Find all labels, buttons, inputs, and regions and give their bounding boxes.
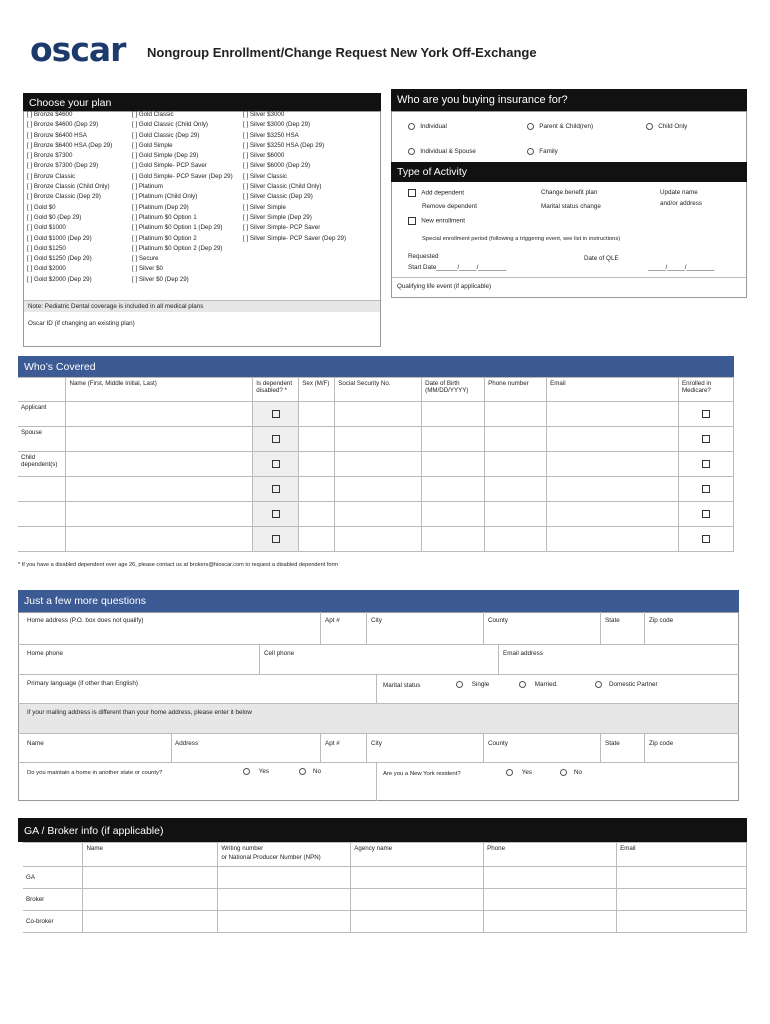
broker-email-header: Email (617, 843, 747, 867)
divider (483, 733, 484, 762)
plan-option[interactable]: [ ] Bronze Classic (Dep 29) (27, 193, 101, 201)
covered-input-cell[interactable] (299, 427, 335, 452)
covered-input-cell[interactable] (299, 452, 335, 477)
covered-input-cell[interactable] (66, 427, 253, 452)
option-individual[interactable]: Individual (408, 123, 447, 130)
oscar-id-field[interactable] (28, 332, 376, 342)
medicare-cell (678, 427, 733, 452)
broker-input-cell[interactable] (351, 911, 484, 933)
parent-child-radio[interactable] (527, 123, 534, 130)
disabled-cell (253, 527, 299, 552)
col-dob-header: Date of Birth (MM/DD/YYYY) (422, 378, 485, 402)
broker-agency-header: Agency name (351, 843, 484, 867)
activity-section-header: Type of Activity (391, 162, 747, 182)
col-disabled-header: Is dependent disabled? * (253, 378, 299, 402)
divider (600, 612, 601, 644)
covered-input-cell[interactable] (299, 527, 335, 552)
covered-input-cell[interactable] (66, 402, 253, 427)
zip-label: Zip code (649, 617, 674, 624)
plan-option[interactable]: [ ] Gold $1250 (27, 244, 66, 252)
covered-row-label: Child dependent(s) (18, 452, 66, 477)
covered-input-cell[interactable] (422, 502, 485, 527)
mailing-address-label: Address (175, 740, 199, 747)
covered-row-label (18, 502, 66, 527)
divider (259, 644, 260, 674)
plan-option[interactable]: [ ] Bronze $6400 HSA (Dep 29) (27, 141, 113, 149)
other-home-no[interactable]: No (299, 768, 321, 775)
broker-input-cell[interactable] (218, 911, 351, 933)
broker-input-cell[interactable] (617, 911, 747, 933)
covered-input-cell[interactable] (485, 527, 547, 552)
option-individual-spouse[interactable]: Individual & Spouse (408, 148, 476, 155)
option-single[interactable]: Single (456, 681, 489, 688)
ny-resident-label: Are you a New York resident? (383, 771, 461, 777)
page-title (147, 45, 537, 60)
broker-input-cell[interactable] (218, 867, 351, 889)
plan-option[interactable]: [ ] Silver $3000 (Dep 29) (243, 121, 311, 129)
divider (320, 733, 321, 762)
broker-input-cell[interactable] (484, 911, 617, 933)
plan-option[interactable]: [ ] Bronze $4600 (Dep 29) (27, 121, 99, 129)
covered-table (18, 377, 734, 552)
broker-row (23, 889, 747, 911)
covered-input-cell[interactable] (335, 427, 422, 452)
covered-section-header: Who’s Covered (18, 356, 734, 377)
divider (600, 733, 601, 762)
plan-option[interactable]: [ ] Gold Classic (132, 111, 174, 118)
plan-option[interactable]: [ ] Silver $6000 (243, 152, 285, 160)
marital-change-label: Marital status change (541, 203, 601, 210)
disabled-cell (253, 477, 299, 502)
new-enrollment-checkbox[interactable] (408, 217, 416, 225)
col-medicare-header: Enrolled in Medicare? (678, 378, 733, 402)
broker-row (23, 867, 747, 889)
plan-option[interactable]: [ ] Platinum (Child Only) (132, 193, 198, 201)
broker-section-header: GA / Broker info (if applicable) (18, 818, 747, 842)
divider (366, 612, 367, 644)
mailing-name-label: Name (27, 740, 44, 747)
covered-input-cell[interactable] (299, 402, 335, 427)
divider (171, 733, 172, 762)
divider (644, 733, 645, 762)
plan-option[interactable]: [ ] Gold Simple (132, 141, 173, 149)
dental-note: Note: Pediatric Dental coverage is included in all medical plans (28, 303, 204, 310)
plan-option[interactable]: [ ] Silver Simple (Dep 29) (243, 213, 312, 221)
covered-row-label: Applicant (18, 402, 66, 427)
blank-header (18, 378, 66, 402)
covered-input-cell[interactable] (547, 502, 679, 527)
medicare-checkbox[interactable] (702, 460, 710, 468)
cell-phone-label: Cell phone (264, 650, 295, 657)
medicare-checkbox[interactable] (702, 435, 710, 443)
city-label: City (371, 617, 382, 624)
plan-option[interactable]: [ ] Silver Simple- PCP Saver (243, 224, 321, 232)
divider (18, 674, 739, 675)
disabled-checkbox[interactable] (272, 485, 280, 493)
plan-option[interactable]: [ ] Gold $1000 (Dep 29) (27, 234, 92, 242)
covered-input-cell[interactable] (485, 452, 547, 477)
option-parent-child[interactable]: Parent & Child(ren) (527, 123, 593, 130)
covered-row (18, 402, 734, 427)
single-radio[interactable] (456, 681, 463, 688)
broker-header-row (23, 843, 747, 867)
covered-row (18, 502, 734, 527)
plan-option[interactable]: [ ] Silver $6000 (Dep 29) (243, 162, 311, 170)
add-dependent-option[interactable]: Add dependent (408, 189, 464, 197)
covered-input-cell[interactable] (299, 477, 335, 502)
broker-phone-header: Phone (484, 843, 617, 867)
broker-row-label: GA (23, 867, 83, 889)
plan-option[interactable]: [ ] Silver $3250 HSA (243, 131, 299, 139)
divider (320, 612, 321, 644)
broker-table (23, 842, 747, 933)
broker-name-header: Name (83, 843, 218, 867)
date-qle-field[interactable]: _____/_____/________ (648, 264, 715, 271)
covered-input-cell[interactable] (335, 477, 422, 502)
broker-input-cell[interactable] (351, 889, 484, 911)
broker-input-cell[interactable] (617, 867, 747, 889)
disabled-checkbox[interactable] (272, 410, 280, 418)
covered-input-cell[interactable] (485, 402, 547, 427)
marital-status-label: Marital status (383, 682, 421, 689)
plan-option[interactable]: [ ] Gold Simple (Dep 29) (132, 152, 199, 160)
covered-input-cell[interactable] (547, 477, 679, 502)
mailing-note: If your mailing address is different than your home address, please enter it below (27, 709, 252, 716)
plan-option[interactable]: [ ] Gold $2000 (Dep 29) (27, 275, 92, 283)
broker-input-cell[interactable] (484, 889, 617, 911)
covered-row (18, 477, 734, 502)
disabled-cell (253, 427, 299, 452)
blank-header (23, 843, 83, 867)
plan-option[interactable]: [ ] Gold Classic (Child Only) (132, 121, 208, 129)
covered-input-cell[interactable] (485, 502, 547, 527)
covered-input-cell[interactable] (335, 502, 422, 527)
form-title: Nongroup Enrollment/Change Request (147, 45, 387, 60)
ny-yes-radio[interactable] (506, 769, 513, 776)
covered-input-cell[interactable] (335, 452, 422, 477)
medicare-cell (678, 477, 733, 502)
disabled-cell (253, 402, 299, 427)
broker-input-cell[interactable] (484, 867, 617, 889)
plan-option[interactable]: [ ] Gold Classic (Dep 29) (132, 131, 200, 139)
col-email-header: Email (547, 378, 679, 402)
covered-input-cell[interactable] (66, 502, 253, 527)
medicare-cell (678, 452, 733, 477)
broker-input-cell[interactable] (83, 911, 218, 933)
plan-option[interactable]: [ ] Bronze Classic (27, 172, 76, 180)
covered-row (18, 527, 734, 552)
mailing-state-label: State (605, 740, 620, 747)
home-address-label: Home address (P.O. box does not qualify) (27, 617, 144, 624)
covered-row-label: Spouse (18, 427, 66, 452)
special-enrollment-label: Special enrollment period (following a triggering event, see list in instructions) (422, 236, 621, 242)
form-subtitle: New York Off-Exchange (390, 45, 537, 60)
plan-option[interactable]: [ ] Gold $2000 (27, 265, 66, 273)
covered-header-row (18, 378, 734, 402)
plan-option[interactable]: [ ] Silver Simple- PCP Saver (Dep 29) (243, 234, 347, 242)
option-married[interactable]: Married. (519, 681, 558, 688)
other-home-yes[interactable]: Yes (243, 768, 269, 775)
buying-section-header: Who are you buying insurance for? (391, 89, 747, 111)
medicare-checkbox[interactable] (702, 510, 710, 518)
plan-option[interactable]: [ ] Silver Classic (243, 172, 288, 180)
broker-row-label: Co-broker (23, 911, 83, 933)
col-ssn-header: Social Security No. (335, 378, 422, 402)
language-label: Primary language (if other than English) (27, 680, 138, 687)
plan-option[interactable]: [ ] Platinum $0 Option 2 (132, 234, 197, 242)
plan-section-header: Choose your plan (23, 93, 381, 111)
oscar-id-label: Oscar ID (if changing an existing plan) (28, 320, 135, 327)
plan-option[interactable]: [ ] Platinum $0 Option 2 (Dep 29) (132, 244, 223, 252)
county-label: County (488, 617, 508, 624)
disabled-cell (253, 452, 299, 477)
covered-input-cell[interactable] (66, 477, 253, 502)
option-family[interactable]: Family (527, 148, 558, 155)
plan-option[interactable]: [ ] Platinum $0 Option 1 (Dep 29) (132, 224, 223, 232)
plan-option[interactable]: [ ] Platinum $0 Option 1 (132, 213, 197, 221)
covered-input-cell[interactable] (422, 402, 485, 427)
date-qle-label: Date of QLE (584, 255, 619, 262)
other-home-no-radio[interactable] (299, 768, 306, 775)
option-domestic-partner[interactable]: Domestic Partner (595, 681, 658, 688)
covered-input-cell[interactable] (422, 427, 485, 452)
disabled-checkbox[interactable] (272, 460, 280, 468)
start-date-field[interactable]: Start Date______/_____/________ (408, 264, 507, 271)
plan-option[interactable]: [ ] Gold $1250 (Dep 29) (27, 255, 92, 263)
questions-section-header: Just a few more questions (18, 590, 739, 612)
covered-input-cell[interactable] (422, 452, 485, 477)
plan-option[interactable]: [ ] Silver Classic (Child Only) (243, 183, 322, 191)
requested-label: Requested (408, 253, 439, 260)
oscar-logo: oscar (30, 30, 126, 69)
plan-option[interactable]: [ ] Gold $0 (27, 203, 56, 211)
plan-option[interactable]: [ ] Silver $0 (132, 265, 163, 273)
medicare-cell (678, 402, 733, 427)
covered-row-label (18, 527, 66, 552)
change-plan-label: Change benefit plan (541, 189, 598, 196)
option-child-only[interactable]: Child Only (646, 123, 687, 130)
mailing-zip-label: Zip code (649, 740, 674, 747)
remove-dependent-label: Remove dependent (422, 203, 477, 210)
plan-option[interactable]: [ ] Bronze $7300 (Dep 29) (27, 162, 99, 170)
covered-input-cell[interactable] (485, 427, 547, 452)
disabled-checkbox[interactable] (272, 510, 280, 518)
plan-option[interactable]: [ ] Platinum (132, 183, 163, 191)
mailing-apt-label: Apt # (325, 740, 340, 747)
married-radio[interactable] (519, 681, 526, 688)
covered-input-cell[interactable] (485, 477, 547, 502)
plan-option[interactable]: [ ] Platinum (Dep 29) (132, 203, 189, 211)
col-phone-header: Phone number (485, 378, 547, 402)
email-label: Email address (503, 650, 543, 657)
covered-input-cell[interactable] (299, 502, 335, 527)
plan-option[interactable]: [ ] Silver Classic (Dep 29) (243, 193, 313, 201)
plan-option[interactable]: [ ] Silver $0 (Dep 29) (132, 275, 189, 283)
covered-input-cell[interactable] (66, 452, 253, 477)
divider (483, 612, 484, 644)
medicare-cell (678, 502, 733, 527)
covered-input-cell[interactable] (547, 402, 679, 427)
covered-input-cell[interactable] (547, 452, 679, 477)
ny-resident-no[interactable]: No (560, 769, 582, 776)
broker-input-cell[interactable] (83, 889, 218, 911)
plan-option[interactable]: [ ] Gold Simple- PCP Saver (132, 162, 207, 170)
other-home-label: Do you maintain a home in another state or county? (27, 770, 163, 776)
covered-input-cell[interactable] (335, 527, 422, 552)
medicare-checkbox[interactable] (702, 535, 710, 543)
col-sex-header: Sex (M/F) (299, 378, 335, 402)
plan-option[interactable]: [ ] Secure (132, 255, 159, 263)
plan-option[interactable]: [ ] Bronze $6400 HSA (27, 131, 87, 139)
divider (366, 733, 367, 762)
apt-label: Apt # (325, 617, 340, 624)
child-only-radio[interactable] (646, 123, 653, 130)
plan-option[interactable]: [ ] Bronze $7300 (27, 152, 73, 160)
divider (376, 674, 377, 703)
ny-resident-yes[interactable]: Yes (506, 769, 532, 776)
plan-option[interactable]: [ ] Silver Simple (243, 203, 286, 211)
broker-row-label: Broker (23, 889, 83, 911)
new-enrollment-option[interactable]: New enrollment (408, 217, 465, 225)
plan-option[interactable]: [ ] Silver $3250 HSA (Dep 29) (243, 141, 325, 149)
home-phone-label: Home phone (27, 650, 64, 657)
broker-writing-header: Writing number or National Producer Number (NPN) (218, 843, 351, 867)
update-name-label: Update name (660, 189, 698, 196)
medicare-checkbox[interactable] (702, 485, 710, 493)
broker-input-cell[interactable] (351, 867, 484, 889)
ny-no-radio[interactable] (560, 769, 567, 776)
individual-spouse-radio[interactable] (408, 148, 415, 155)
disabled-footnote: * If you have a disabled dependent over age 26, please contact us at brokers@hioscar.com to request a disabled dependent form (18, 562, 339, 568)
broker-input-cell[interactable] (617, 889, 747, 911)
disabled-checkbox[interactable] (272, 435, 280, 443)
other-home-yes-radio[interactable] (243, 768, 250, 775)
divider (18, 644, 739, 645)
covered-input-cell[interactable] (66, 527, 253, 552)
covered-row-label (18, 477, 66, 502)
broker-input-cell[interactable] (218, 889, 351, 911)
family-radio[interactable] (527, 148, 534, 155)
col-name-header: Name (First, Middle Initial, Last) (66, 378, 253, 402)
covered-input-cell[interactable] (422, 477, 485, 502)
partner-radio[interactable] (595, 681, 602, 688)
covered-input-cell[interactable] (422, 527, 485, 552)
individual-radio[interactable] (408, 123, 415, 130)
plan-column-1 (27, 110, 112, 285)
covered-row (18, 452, 734, 477)
mailing-city-label: City (371, 740, 382, 747)
divider (644, 612, 645, 644)
broker-row (23, 911, 747, 933)
covered-row (18, 427, 734, 452)
plan-column-2 (132, 110, 233, 285)
plan-option[interactable]: [ ] Silver $3000 (243, 111, 285, 118)
medicare-checkbox[interactable] (702, 410, 710, 418)
plan-column-3 (243, 110, 346, 244)
add-dependent-checkbox[interactable] (408, 189, 416, 197)
divider (376, 762, 377, 801)
and-address-label: and/or address (660, 200, 703, 207)
medicare-cell (678, 527, 733, 552)
qualifying-event-label: Qualifying life event (if applicable) (397, 283, 492, 290)
covered-input-cell[interactable] (547, 427, 679, 452)
mailing-county-label: County (488, 740, 508, 747)
divider (18, 762, 739, 763)
broker-input-cell[interactable] (83, 867, 218, 889)
covered-input-cell[interactable] (335, 402, 422, 427)
plan-option[interactable]: [ ] Gold Simple- PCP Saver (Dep 29) (132, 172, 233, 180)
plan-option[interactable]: [ ] Gold $0 (Dep 29) (27, 213, 82, 221)
plan-option[interactable]: [ ] Bronze Classic (Child Only) (27, 183, 110, 191)
plan-option[interactable]: [ ] Bronze $4600 (27, 111, 73, 118)
state-label: State (605, 617, 620, 624)
disabled-checkbox[interactable] (272, 535, 280, 543)
divider (18, 733, 739, 734)
plan-option[interactable]: [ ] Gold $1000 (27, 224, 66, 232)
divider (392, 277, 746, 278)
covered-input-cell[interactable] (547, 527, 679, 552)
disabled-cell (253, 502, 299, 527)
divider (498, 644, 499, 674)
